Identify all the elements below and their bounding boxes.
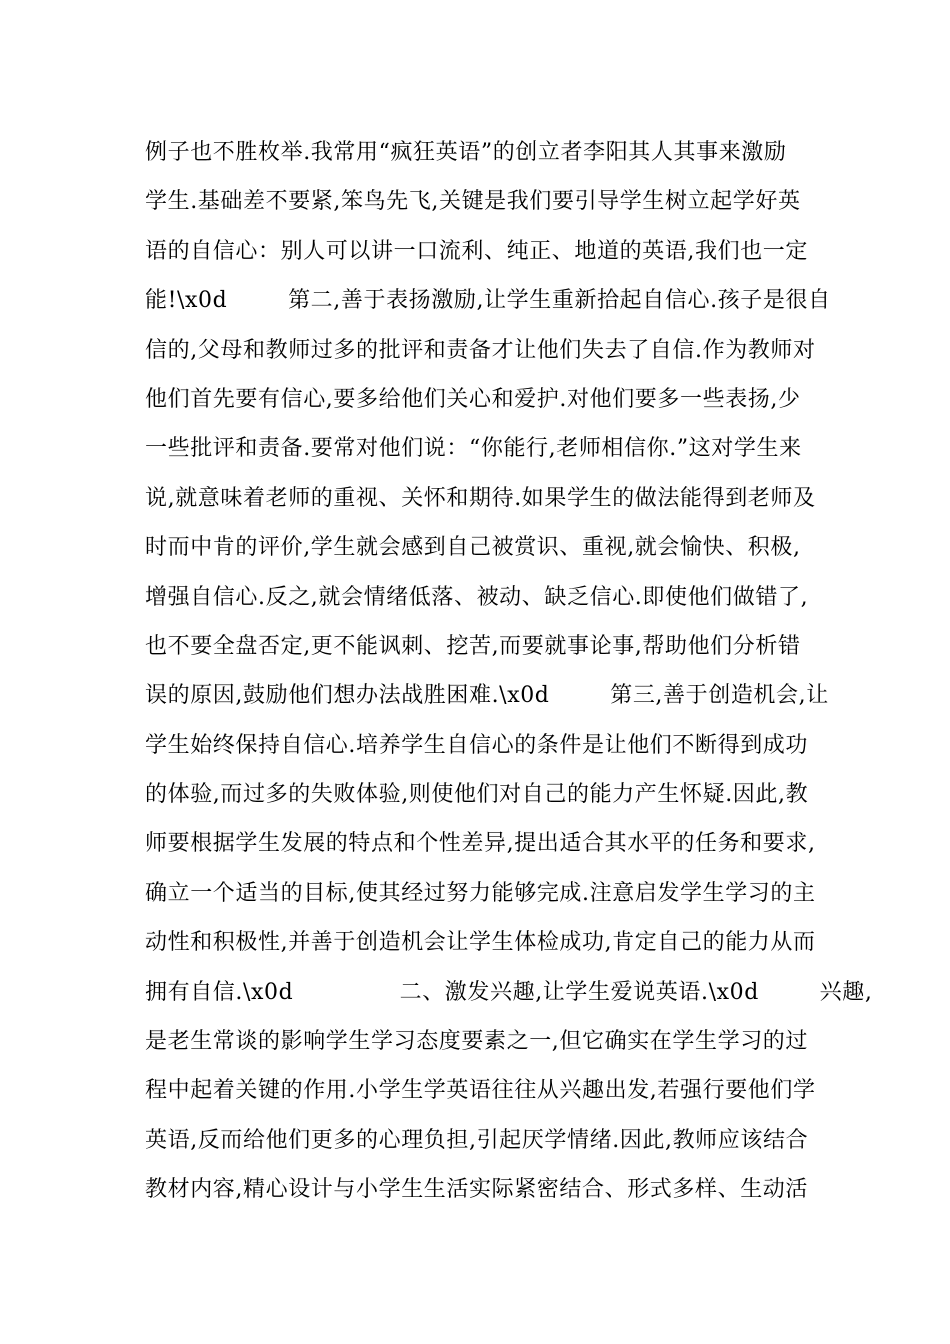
text-line: 是老生常谈的影响学生学习态度要素之一,但它确实在学生学习的过	[145, 1029, 808, 1055]
text-line: 英语,反而给他们更多的心理负担,引起厌学情绪.因此,教师应该结合	[145, 1127, 809, 1153]
text-line: 程中起着关键的作用.小学生学英语往往从兴趣出发,若强行要他们学	[145, 1078, 816, 1104]
text-line: 能!\x0d 第二,善于表扬激励,让学生重新拾起自信心.孩子是很自	[145, 288, 831, 314]
text-line: 学生.基础差不要紧,笨鸟先飞,关键是我们要引导学生树立起学好英	[145, 189, 801, 215]
text-line: 拥有自信.\x0d 二、激发兴趣,让学生爱说英语.\x0d 兴趣,	[145, 979, 873, 1005]
text-line: 师要根据学生发展的特点和个性差异,提出适合其水平的任务和要求,	[145, 831, 816, 857]
text-line: 增强自信心.反之,就会情绪低落、被动、缺乏信心.即使他们做错了,	[145, 584, 809, 610]
text-line: 信的,父母和教师过多的批评和责备才让他们失去了自信.作为教师对	[145, 337, 816, 363]
text-line: 动性和积极性,并善于创造机会让学生体检成功,肯定自己的能力从而	[145, 930, 816, 956]
text-line: 误的原因,鼓励他们想办法战胜困难.\x0d 第三,善于创造机会,让	[145, 683, 829, 709]
text-line: 教材内容,精心设计与小学生生活实际紧密结合、形式多样、生动活	[145, 1177, 808, 1203]
text-line: 也不要全盘否定,更不能讽刺、挖苦,而要就事论事,帮助他们分析错	[145, 633, 801, 659]
text-line: 的体验,而过多的失败体验,则使他们对自己的能力产生怀疑.因此,教	[145, 782, 809, 808]
text-line: 说,就意味着老师的重视、关怀和期待.如果学生的做法能得到老师及	[145, 485, 816, 511]
text-line: 他们首先要有信心,要多给他们关心和爱护.对他们要多一些表扬,少	[145, 386, 801, 412]
text-line: 学生始终保持自信心.培养学生自信心的条件是让他们不断得到成功	[145, 732, 808, 758]
text-line: 例子也不胜枚举.我常用“疯狂英语”的创立者李阳其人其事来激励	[145, 140, 787, 165]
body-text	[145, 128, 873, 1215]
text-line: 时而中肯的评价,学生就会感到自己被赏识、重视,就会愉快、积极,	[145, 535, 801, 561]
text-line: 确立一个适当的目标,使其经过努力能够完成.注意启发学生学习的主	[145, 880, 816, 906]
text-line: 一些批评和责备.要常对他们说：“你能行,老师相信你.”这对学生来	[145, 436, 802, 462]
text-line: 语的自信心：别人可以讲一口流利、纯正、地道的英语,我们也一定	[145, 238, 808, 264]
